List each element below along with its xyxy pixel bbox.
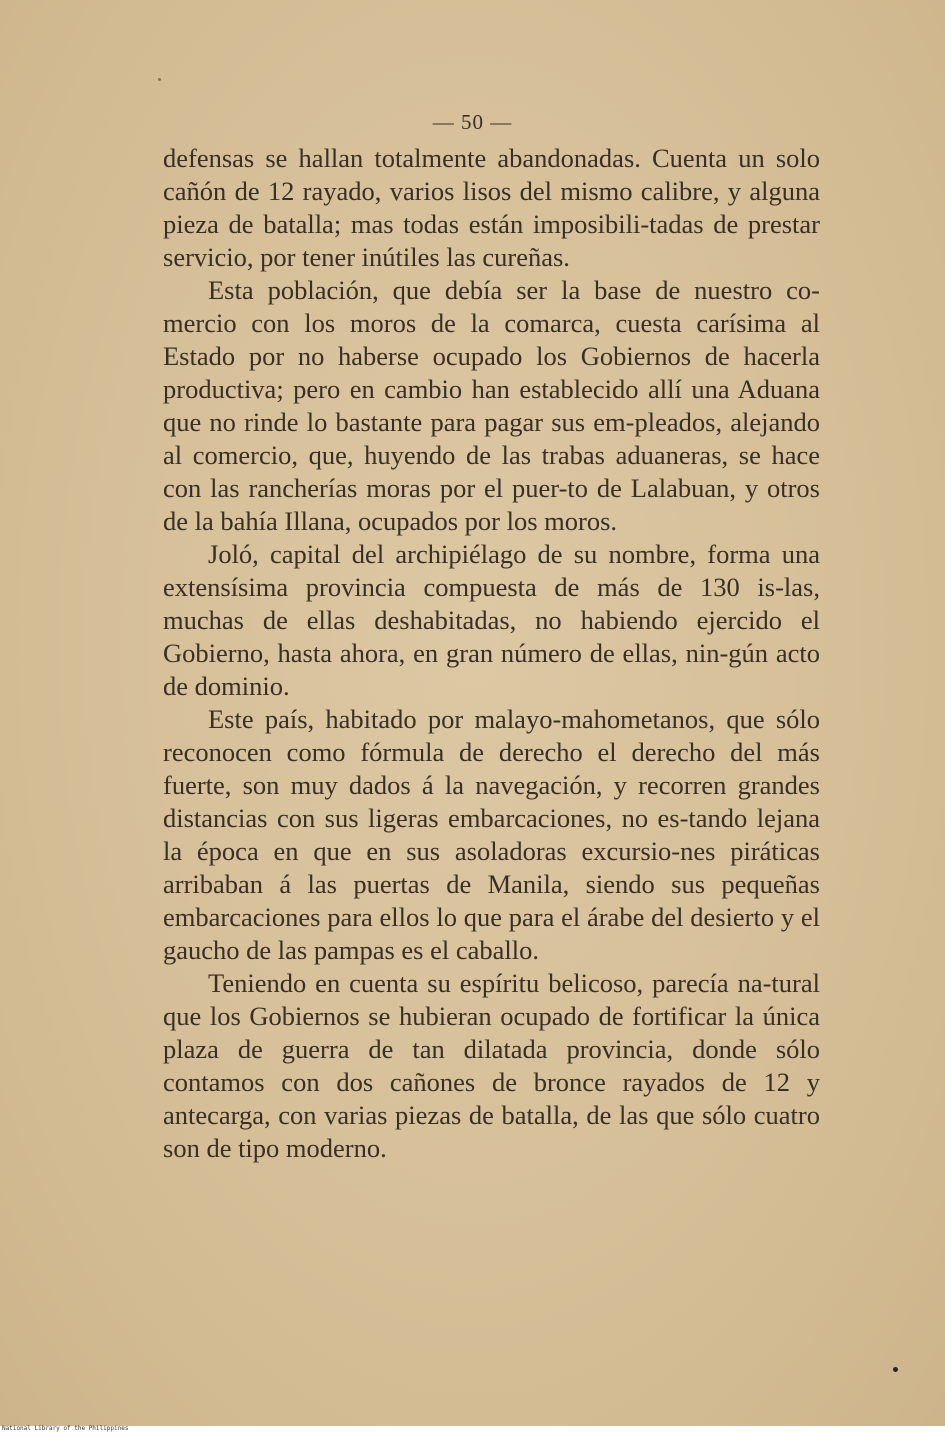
paragraph-4: Este país, habitado por malayo-mahometanos, que sólo reconocen como fórmula de derecho el derecho del más fuerte, son muy dados á la navegación, y recorren grandes distancias con sus ligeras embarcaciones, no es-tando lejana la época en que en sus asoladoras excursio-nes piráticas arribaban á las puertas de Manila, siendo sus pequeñas embarcaciones para ellos lo que para el árabe del desierto y el gaucho de las pampas es el caballo. (163, 704, 820, 965)
footer-credit: National Library of the Philippines (2, 1425, 129, 1432)
ink-speck (158, 78, 161, 81)
paragraph-5: Teniendo en cuenta su espíritu belicoso, parecía na-tural que los Gobiernos se hubieran ocupado de fortificar la única plaza de guerra de tan dilatada provincia, donde sólo contamos con dos cañones de bronce rayados de 12 y antecarga, con varias piezas de batalla, de las que sólo cuatro son de tipo moderno. (163, 968, 820, 1163)
paragraph-1: defensas se hallan totalmente abandonadas. Cuenta un solo cañón de 12 rayado, varios lisos del mismo calibre, y alguna pieza de batalla; mas todas están imposibili-tadas de prestar servicio, por tener inútiles las cureñas. (163, 143, 820, 272)
paragraph-3: Joló, capital del archipiélago de su nombre, forma una extensísima provincia compuesta de más de 130 is-las, muchas de ellas deshabitadas, no habiendo ejercido el Gobierno, hasta ahora, en gran número de ellas, nin-gún acto de dominio. (163, 539, 820, 701)
ink-speck (893, 1367, 898, 1372)
scan-footer (0, 1426, 945, 1433)
page-number: — 50 — (432, 110, 513, 134)
paragraph-2: Esta población, que debía ser la base de nuestro co-mercio con los moros de la comarca, cuesta carísima al Estado por no haberse ocupado los Gobiernos de hacerla productiva; pero en cambio han establecido allí una Aduana que no rinde lo bastante para pagar sus em-pleados, alejando al comercio, que, huyendo de las trabas aduaneras, se hace con las rancherías moras por el puer-to de Lalabuan, y otros de la bahía Illana, ocupados por los moros. (163, 275, 820, 536)
body-text (163, 142, 820, 1165)
